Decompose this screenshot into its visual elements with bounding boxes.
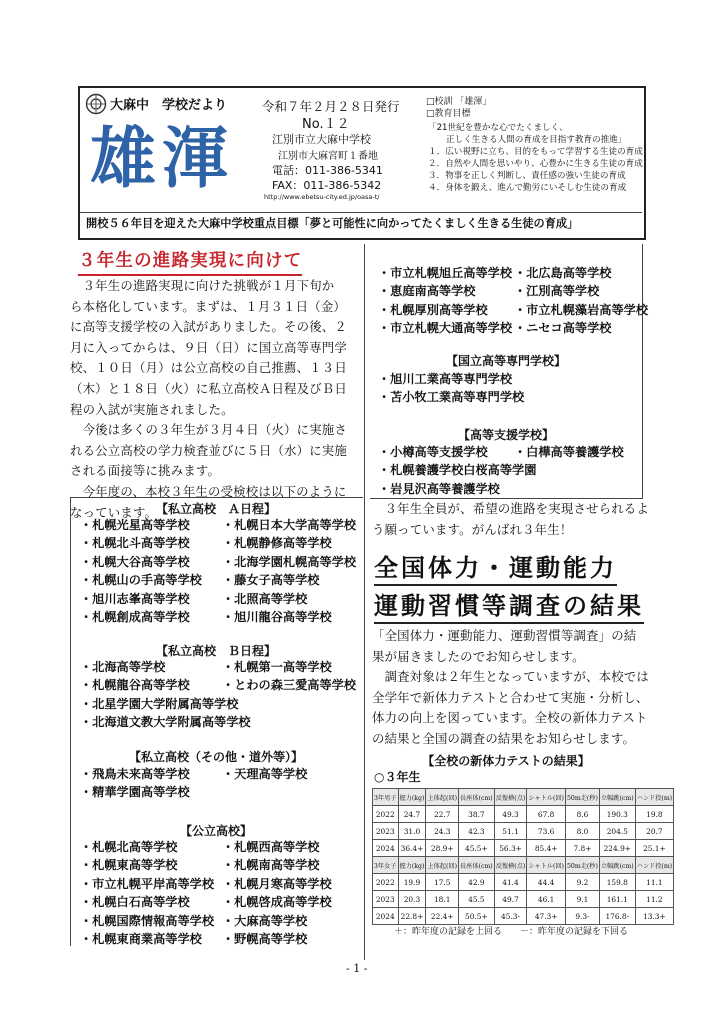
school-motto: □校訓 「雄渾」 <box>426 97 492 107</box>
career-line: 今後は多くの３年生が３月４日（火）に実施さ <box>70 422 347 438</box>
table-cell: 49.7 <box>494 891 527 908</box>
private-b-title: 【私立高校 Ｂ日程】 <box>155 644 276 658</box>
fitness-line: の結果と全国の調査の結果をお知らせします。 <box>372 730 636 746</box>
career-line: ら本格化しています。まずは、１月３１日（金） <box>70 298 347 314</box>
closing-line: ３年生全員が、希望の進路を実現させられるよ <box>372 501 649 516</box>
education-goal-item: １．広い視野に立ち、目的をもって学習する生徒の育成 <box>428 147 643 157</box>
school-item: ・旭川龍谷高等学校 <box>222 610 332 625</box>
school-item: ・旭川志峯高等学校 <box>80 591 190 606</box>
school-item: ・札幌第一高等学校 <box>222 660 332 674</box>
career-closing <box>372 499 649 540</box>
table-cell: 46.1 <box>527 891 566 908</box>
header-cell: 長座体(cm) <box>459 789 495 806</box>
career-line: ３年生の進路実現に向けた挑戦が１月下旬か <box>70 278 335 293</box>
table-row <box>373 908 674 925</box>
header-cell: ハンド投(m) <box>635 789 673 806</box>
private-a-list <box>80 516 356 626</box>
table-cell: 8.0 <box>565 823 599 840</box>
school-item: ・札幌啓成高等学校 <box>222 895 332 910</box>
school-address: 江別市大麻宮町１番地 <box>278 151 378 162</box>
career-line: 月に入ってからは、９日（日）に国立高等専門学 <box>70 339 347 355</box>
issue-date: 令和７年２月２８日発行 <box>262 99 400 114</box>
header-cell: 長座体(cm) <box>459 857 495 874</box>
closing-line: う願っています。がんばれ３年生！ <box>372 521 573 537</box>
school-item: ・札幌龍谷高等学校 <box>80 678 190 693</box>
education-goal-label: □教育目標 <box>426 109 471 119</box>
school-item: ・札幌北斗高等学校 <box>80 536 190 551</box>
table-cell: 42.3 <box>459 823 495 840</box>
table-cell: 2022 <box>373 874 399 891</box>
table-cell: 44.4 <box>527 874 566 891</box>
school-item: ・北広島高等学校 <box>514 266 612 280</box>
public-list <box>80 838 332 948</box>
header-cell: 50m走(秒) <box>565 789 599 806</box>
table-cell: 9.2 <box>565 874 599 891</box>
school-emblem-icon <box>85 93 107 115</box>
public-list-cont <box>378 264 648 338</box>
school-item: ・札幌厚別高等学校 <box>378 302 488 317</box>
table-cell: 190.3 <box>599 806 635 823</box>
career-line: 程の入試が実施されました。 <box>70 401 234 417</box>
table-cell: 19.8 <box>635 806 673 823</box>
table-cell: 176.8- <box>599 908 635 925</box>
fitness-intro <box>372 626 649 750</box>
school-item: ・北海高等学校 <box>80 660 166 674</box>
table-cell: 20.7 <box>635 823 673 840</box>
private-other-title: 【私立高校（その他・道外等）】 <box>128 750 303 764</box>
school-item: ・ニセコ高等学校 <box>514 321 612 336</box>
table-cell: 9.3- <box>565 908 599 925</box>
support-title: 【高等支援学校】 <box>457 428 554 442</box>
table-row <box>373 840 674 857</box>
school-item: ・恵庭南高等学校 <box>378 284 476 299</box>
education-goal-item: ２．自然や人間を思いやり、心豊かに生きる生徒の育成 <box>428 159 643 169</box>
table-cell: 2023 <box>373 823 399 840</box>
school-item: ・旭川工業高等専門学校 <box>378 372 513 386</box>
table-cell: 36.4+ <box>398 840 426 857</box>
table-cell: 51.1 <box>494 823 527 840</box>
school-item: ・北海道文教大学附属高等学校 <box>80 715 251 730</box>
school-item: ・江別高等学校 <box>514 284 600 299</box>
school-item: ・天理高等学校 <box>222 767 308 781</box>
private-other-list <box>80 765 307 802</box>
table-legend: ＋：昨年度の記録を上回る －：昨年度の記録を下回る <box>394 927 629 937</box>
header-cell: 50m走(秒) <box>565 857 599 874</box>
support-list <box>378 443 624 498</box>
table-cell: 45.5 <box>459 891 495 908</box>
school-item: ・北海学園札幌高等学校 <box>222 554 357 569</box>
school-item: ・札幌国際情報高等学校 <box>80 913 215 928</box>
fitness-heading-line1: 全国体力・運動能力 <box>374 552 617 586</box>
header-cell: 反復横(点) <box>494 857 527 874</box>
school-item: ・札幌月寒高等学校 <box>222 876 332 891</box>
kosen-title: 【国立高等専門学校】 <box>445 354 566 368</box>
school-item: ・精華学園高等学校 <box>80 785 190 800</box>
table-cell: 45.3- <box>494 908 527 925</box>
table-cell: 73.6 <box>527 823 566 840</box>
school-item: ・札幌静修高等学校 <box>222 536 332 551</box>
table-cell: 47.3+ <box>527 908 566 925</box>
table-cell: 38.7 <box>459 806 495 823</box>
newsletter-title: 雄渾 <box>90 119 234 197</box>
fax: FAX：011-386-5342 <box>272 179 382 192</box>
table-cell: 28.9+ <box>426 840 459 857</box>
school-item: ・札幌日本大学高等学校 <box>222 518 357 532</box>
boys-header-row <box>373 789 674 806</box>
masthead-divider <box>80 212 642 213</box>
school-newsletter-label: 大麻中 学校だより <box>110 98 228 113</box>
fitness-line: 果が届きましたのでお知らせします。 <box>372 648 585 664</box>
school-item: ・市立札幌平岸高等学校 <box>80 876 215 891</box>
school-url[interactable]: http://www.ebetsu-city.ed.jp/oasa-t/ <box>264 193 380 201</box>
table-row <box>373 874 674 891</box>
header-cell: 3年男子 <box>373 789 399 806</box>
education-goal-item: ４．身体を鍛え、進んで勤労にいそしむ生徒の育成 <box>428 183 627 193</box>
header-cell: シャトル(回) <box>527 789 566 806</box>
table-cell: 2023 <box>373 891 399 908</box>
career-line: なっています。 <box>70 504 158 520</box>
table-cell: 42.9 <box>459 874 495 891</box>
school-item: ・岩見沢高等養護学校 <box>378 481 500 496</box>
school-item: ・札幌北高等学校 <box>80 840 178 854</box>
school-item: ・札幌創成高等学校 <box>80 610 190 625</box>
career-line: に高等支援学校の入試がありました。その後、２ <box>70 319 347 335</box>
career-line: 今年度の、本校３年生の受検校は以下のように <box>70 483 347 499</box>
school-item: ・藤女子高等学校 <box>222 573 320 588</box>
header-cell: 3年女子 <box>373 857 399 874</box>
header-cell: 立幅跳(cm) <box>599 857 635 874</box>
school-item: ・札幌大谷高等学校 <box>80 554 190 569</box>
table-cell: 9.1 <box>565 891 599 908</box>
table-cell: 41.4 <box>494 874 527 891</box>
table-cell: 45.5+ <box>459 840 495 857</box>
school-item: ・北照高等学校 <box>222 591 308 606</box>
table-cell: 2022 <box>373 806 399 823</box>
career-line: れる公立高校の学力検査並びに５日（水）に実施 <box>70 442 347 458</box>
table-cell: 11.1 <box>635 874 673 891</box>
education-goal-list <box>428 146 643 194</box>
school-item: ・北星学園大学附属高等学校 <box>80 696 239 711</box>
table-cell: 161.1 <box>599 891 635 908</box>
school-focus-banner: 開校５６年目を迎えた大麻中学校重点目標「夢と可能性に向かってたくましく生きる生徒の育成」 <box>86 217 579 230</box>
school-item: ・市立札幌大通高等学校 <box>378 321 513 336</box>
school-item: ・飛鳥未来高等学校 <box>80 767 190 781</box>
goal-quote-line1: 「21世紀を豊かな心でたくましく、 <box>428 123 568 133</box>
table-cell: 22.7 <box>426 806 459 823</box>
school-item: ・札幌東商業高等学校 <box>80 932 202 947</box>
table-row <box>373 891 674 908</box>
fitness-heading-line2: 運動習慣等調査の結果 <box>374 590 644 624</box>
table-cell: 22.4+ <box>426 908 459 925</box>
telephone: 電話：011-386-5341 <box>272 164 383 177</box>
fitness-table <box>372 788 674 925</box>
girls-header-row <box>373 857 674 874</box>
public-title: 【公立高校】 <box>179 824 252 838</box>
school-item: ・野幌高等学校 <box>222 932 308 947</box>
school-item: ・札幌南高等学校 <box>222 858 320 873</box>
table-cell: 85.4+ <box>527 840 566 857</box>
career-intro <box>70 276 362 523</box>
table-cell: 25.1+ <box>635 840 673 857</box>
career-line: （木）と１８日（火）に私立高校Ａ日程及びＢ日 <box>70 380 347 396</box>
table-cell: 224.9+ <box>599 840 635 857</box>
table-cell: 31.0 <box>398 823 426 840</box>
header-cell: 握力(kg) <box>398 857 426 874</box>
fitness-table-title: 【全校の新体力テストの結果】 <box>422 754 590 768</box>
goal-quote-line2: 正しく生きる人間の育成を目指す教育の推進」 <box>446 135 627 145</box>
career-line: される面接等に挑みます。 <box>70 463 221 479</box>
header-cell: 上体起(回) <box>426 789 459 806</box>
school-item: ・大麻高等学校 <box>222 913 308 928</box>
table-cell: 7.8+ <box>565 840 599 857</box>
fitness-line: 「全国体力・運動能力、運動習慣等調査」の結 <box>372 628 637 643</box>
school-item: ・白樺高等養護学校 <box>514 445 624 459</box>
education-goal-item: ３．物事を正しく判断し、責任感の強い生徒の育成 <box>428 171 626 181</box>
table-cell: 67.8 <box>527 806 566 823</box>
issue-number: No.１２ <box>302 117 350 132</box>
table-row <box>373 806 674 823</box>
school-name: 江別市立大麻中学校 <box>272 133 371 146</box>
table-cell: 49.3 <box>494 806 527 823</box>
table-cell: 13.3+ <box>635 908 673 925</box>
grade-label: ○３年生 <box>374 770 421 784</box>
table-row <box>373 823 674 840</box>
school-item: ・苫小牧工業高等専門学校 <box>378 390 525 405</box>
fitness-line: 調査対象は２年生となっていますが、本校では <box>372 669 649 685</box>
private-b-list <box>80 658 356 732</box>
table-cell: 204.5 <box>599 823 635 840</box>
header-cell: 反復横(点) <box>494 789 527 806</box>
table-cell: 56.3+ <box>494 840 527 857</box>
school-item: ・札幌光星高等学校 <box>80 518 190 532</box>
table-cell: 2024 <box>373 908 399 925</box>
table-cell: 24.7 <box>398 806 426 823</box>
school-item: ・札幌山の手高等学校 <box>80 573 202 588</box>
table-cell: 50.5+ <box>459 908 495 925</box>
header-cell: 立幅跳(cm) <box>599 789 635 806</box>
school-item: ・とわの森三愛高等学校 <box>222 678 357 693</box>
table-cell: 17.5 <box>426 874 459 891</box>
school-item: ・札幌白石高等学校 <box>80 895 190 910</box>
school-item: ・札幌東高等学校 <box>80 858 178 873</box>
table-cell: 2024 <box>373 840 399 857</box>
header-cell: 握力(kg) <box>398 789 426 806</box>
private-a-title: 【私立高校 Ａ日程】 <box>155 502 276 516</box>
fitness-line: 体力の向上を図っています。全校の新体力テスト <box>372 710 648 726</box>
school-item: ・市立札幌旭丘高等学校 <box>378 266 513 280</box>
career-heading: ３年生の進路実現に向けて <box>78 248 302 276</box>
career-line: 校、１０日（月）は公立高校の自己推薦、１３日 <box>70 360 347 376</box>
school-item: ・小樽高等支援学校 <box>378 445 488 459</box>
header-cell: シャトル(回) <box>527 857 566 874</box>
school-item: ・市立札幌藻岩高等学校 <box>514 302 649 317</box>
table-cell: 24.3 <box>426 823 459 840</box>
table-cell: 22.8+ <box>398 908 426 925</box>
column-divider <box>364 244 365 960</box>
table-cell: 8.6 <box>565 806 599 823</box>
header-cell: ハンド投(m) <box>635 857 673 874</box>
table-cell: 19.9 <box>398 874 426 891</box>
kosen-list <box>378 370 524 407</box>
header-cell: 上体起(回) <box>426 857 459 874</box>
fitness-line: 全学年で新体力テストと合わせて実施・分析し、 <box>372 689 649 705</box>
school-item: ・札幌養護学校白桜高等学園 <box>378 463 537 478</box>
page-number: - 1 - <box>346 962 368 975</box>
table-cell: 18.1 <box>426 891 459 908</box>
table-cell: 159.8 <box>599 874 635 891</box>
school-item: ・札幌西高等学校 <box>222 840 320 854</box>
table-cell: 11.2 <box>635 891 673 908</box>
table-cell: 20.3 <box>398 891 426 908</box>
